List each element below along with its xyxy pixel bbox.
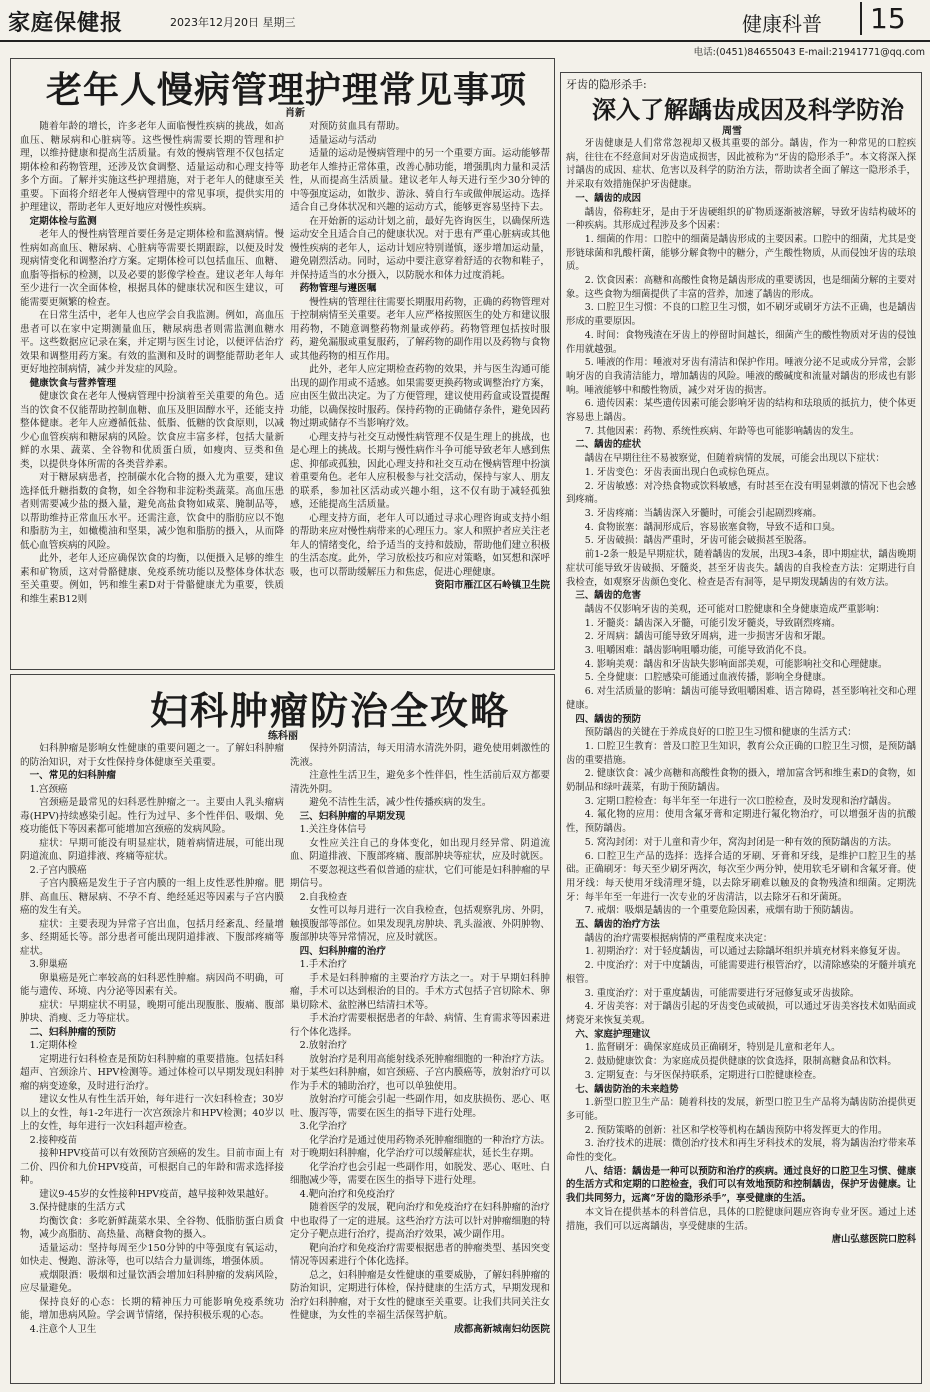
paragraph: 3. 治疗技术的进展：微创治疗技术和再生牙科技术的发展，将为龋齿治疗带来革命性的变化。 <box>566 1138 916 1164</box>
paragraph: 手术是妇科肿瘤的主要治疗方法之一。对于早期妇科肿瘤，手术可以达到根治的目的。手术方式包括子宫切除术、卵巢切除术、盆腔淋巴结清扫术等。 <box>290 972 550 1011</box>
paragraph: 症状：早期可能没有明显症状，随着病情进展，可能出现阴道流血、阴道排液、疼痛等症状。 <box>20 837 284 862</box>
paragraph: 化学治疗也会引起一些副作用，如脱发、恶心、呕吐、白细胞减少等，需要在医生的指导下进行处理。 <box>290 1161 550 1186</box>
article-caries-author: 周雪 <box>722 126 742 137</box>
paragraph: 不要忽视这些看似普通的症状，它们可能是妇科肿瘤的早期信号。 <box>290 864 550 889</box>
paragraph: 龋齿在早期往往不易被察觉，但随着病情的发展，可能会出现以下症状： <box>584 453 885 465</box>
subheading: 2.自我检查 <box>299 891 348 903</box>
paragraph: 1. 牙髓炎：龋齿深入牙髓，可能引发牙髓炎，导致剧烈疼痛。 <box>584 617 841 629</box>
paragraph: 7. 戒烟：吸烟是龋齿的一个重要危险因素，戒烟有助于预防龋齿。 <box>584 905 860 917</box>
paragraph: 适量的运动是慢病管理中的另一个重要方面。运动能够帮助老年人维持正常体重，改善心肺功能，增强肌肉力量和灵活性，从而提高生活质量。建议老年人每天进行至少30分钟的中等强度运动，如散步、游泳、骑自行车或做伸展运动。选择适合自己身体状况和兴趣的运动方式，能够更容易坚持下去。 <box>290 148 550 213</box>
section-heading: 健康饮食与营养管理 <box>29 377 116 389</box>
paragraph: 总之，妇科肿瘤是女性健康的重要威胁，了解妇科肿瘤的防治知识，定期进行体检，保持健康的生活方式，早期发现和治疗妇科肿瘤，对于女性的健康至关重要。让我们共同关注女性健康，为女性的幸福生活保驾护航。 <box>290 1269 550 1321</box>
subheading: 2.子宫内膜癌 <box>29 864 87 876</box>
section-heading: 一、常见的妇科肿瘤 <box>29 770 116 781</box>
paragraph: 1. 监督刷牙：确保家庭成员正确刷牙，特别是儿童和老年人。 <box>584 1042 841 1054</box>
paragraph: 龋齿的治疗需要根据病情的严重程度来决定： <box>584 932 773 944</box>
paragraph: 宫颈癌是最常见的妇科恶性肿瘤之一。主要由人乳头瘤病毒(HPV)持续感染引起。性行为过早、多个性伴侣、吸烟、免疫功能低下等因素都可能增加宫颈癌的发病风险。 <box>20 797 284 835</box>
issue-date: 2023年12月20日 星期三 <box>170 16 296 29</box>
paragraph: 症状：主要表现为异常子宫出血，包括月经紊乱、经量增多、经期延长等。部分患者可能出现阴道排液、下腹部疼痛等症状。 <box>20 918 284 957</box>
section-heading: 四、龋齿的预防 <box>575 713 642 725</box>
article-elderly-title: 老年人慢病管理护理常见事项 <box>46 69 528 111</box>
section-heading: 三、妇科肿瘤的早期发现 <box>299 810 406 822</box>
paragraph: 2. 饮食因素：高糖和高酸性食物是龋齿形成的重要诱因，也是细菌分解的主要对象。这些食物为细菌提供了丰富的营养，加速了龋齿的形成。 <box>566 275 916 300</box>
paragraph: 本文旨在提供基本的科普信息，具体的口腔健康问题应咨询专业牙医。通过上述措施，我们可以远离龋齿，享受健康的生活。 <box>566 1206 916 1232</box>
article-elderly-col2 <box>290 120 550 666</box>
paragraph: 放射治疗是利用高能射线杀死肿瘤细胞的一种治疗方法。对于某些妇科肿瘤，如宫颈癌、子宫内膜癌等，放射治疗可以作为手术的辅助治疗，也可以单独使用。 <box>290 1053 550 1092</box>
paragraph: 女性可以每月进行一次自我检查，包括观察乳房、外阴，触摸腹部等部位。如果发现乳房肿块、乳头溢液、外阴肿物、腹部肿块等异常情况，应及时就医。 <box>290 905 550 943</box>
paragraph: 4. 氟化物的应用：使用含氟牙膏和定期进行氟化物治疗，可以增强牙齿的抗酸性，预防龋齿。 <box>566 809 916 835</box>
paragraph: 1. 口腔卫生教育：普及口腔卫生知识，教育公众正确的口腔卫生习惯，是预防龋齿的重要措施。 <box>566 740 916 766</box>
paragraph: 化学治疗是通过使用药物杀死肿瘤细胞的一种治疗方法。对于晚期妇科肿瘤，化学治疗可以缓解症状，延长生存期。 <box>290 1134 550 1159</box>
paragraph: 慢性病的管理往往需要长期服用药物，正确的药物管理对于控制病情至关重要。老年人应严格按照医生的处方和建议服用药物，不随意调整药物剂量或停药。药物管理包括按时服药，避免漏服或重复服药，了解药物的副作用以及药物与食物或其他药物的相互作用。 <box>290 296 550 362</box>
subheading: 3.化学治疗 <box>299 1121 348 1132</box>
article-gyn-title: 妇科肿瘤防治全攻略 <box>150 688 511 733</box>
paragraph: 在开始新的运动计划之前，最好先咨询医生，以确保所选运动安全且适合自己的健康状况。对于患有严重心脏病或其他慢性疾病的老年人，运动计划应特别谨慎，逐步增加运动量，避免剧烈活动。同时，运动中要注意穿着舒适的衣物和鞋子，并保持适当的水分摄入，以防脱水和体力过度消耗。 <box>290 215 550 281</box>
paragraph: 龋齿，俗称蛀牙，是由于牙齿硬组织的矿物质逐渐被溶解，导致牙齿结构破坏的一种疾病。其形成过程涉及多个因素： <box>566 206 916 232</box>
paragraph: 避免不洁性生活，减少性传播疾病的发生。 <box>309 797 492 808</box>
paragraph: 均衡饮食：多吃新鲜蔬菜水果、全谷物、低脂肪蛋白质食物，减少高脂肪、高热量、高糖食物的摄入。 <box>20 1215 284 1240</box>
paragraph: 牙齿健康是人们常常忽视却又极其重要的部分。龋齿，作为一种常见的口腔疾病，往往在不经意间对牙齿造成损害，因此被称为“牙齿的隐形杀手”。本文将深入探讨龋齿的成因、症状、危害以及科学的防治方法，帮助读者全面了解这一隐形杀手，并采取有效措施保护牙齿健康。 <box>566 138 916 191</box>
paragraph: 前1-2条一般是早期症状，随着龋齿的发展，出现3-4条，即中期症状，龋齿晚期症状可能导致牙齿破损、牙髓炎，甚至牙齿丧失。龋齿的自我检查方法：定期进行自我检查，如观察牙齿颜色变化、检查是否有洞等，是早期发现龋齿的有效方法。 <box>566 549 916 588</box>
paragraph: 对预防贫血具有帮助。 <box>309 121 406 132</box>
paragraph: 戒烟限酒：吸烟和过量饮酒会增加妇科肿瘤的发病风险，应尽量避免。 <box>20 1269 284 1294</box>
article-gyn-col1 <box>20 742 284 1378</box>
section-heading: 药物管理与遵医嘱 <box>299 283 377 294</box>
section-heading: 一、龋齿的成因 <box>575 192 642 204</box>
paragraph: 此外，老年人还应确保饮食的均衡，以便摄入足够的维生素和矿物质，这对骨骼健康、免疫系统功能以及整体身体状态至关重要。例如，钙和维生素D对于骨骼健康尤为重要，铁质和维生素B12则 <box>20 553 284 605</box>
paragraph: 5. 窝沟封闭：对于儿童和青少年，窝沟封闭是一种有效的预防龋齿的方法。 <box>584 836 897 848</box>
subheading: 4.注意个人卫生 <box>29 1323 97 1335</box>
article-caries-body <box>566 137 916 1380</box>
article-gyn-author: 练科丽 <box>268 731 298 742</box>
paragraph: 注意性生活卫生，避免多个性伴侣，性生活前后双方都要清洗外阴。 <box>290 770 550 795</box>
section-heading: 五、龋齿的治疗方法 <box>575 919 660 931</box>
paragraph: 6. 遗传因素：某些遗传因素可能会影响牙齿的结构和珐琅质的抵抗力，使个体更容易患上龋齿。 <box>566 398 916 424</box>
paragraph: 此外，老年人应定期检查药物的效果，并与医生沟通可能出现的副作用或不适感。如果需要更换药物或调整治疗方案，应由医生做出决定。为了方便管理，建议使用药盒或设置提醒功能，以确保按时服药。保持药物的正确储存条件，避免因药物过期或储存不当影响疗效。 <box>290 364 550 429</box>
section-heading: 定期体检与监测 <box>29 215 97 227</box>
source-credit: 唐山弘慈医院口腔科 <box>831 1234 916 1246</box>
subheading: 4.靶向治疗和免疫治疗 <box>299 1188 396 1200</box>
section-name: 健康科普 <box>742 12 822 36</box>
paragraph: 保持良好的心态：长期的精神压力可能影响免疫系统功能，增加患病风险。学会调节情绪，保持积极乐观的心态。 <box>20 1296 284 1321</box>
paragraph: 3. 口腔卫生习惯：不良的口腔卫生习惯，如不刷牙或刷牙方法不正确，也是龋齿形成的重要原因。 <box>566 302 916 328</box>
paragraph: 放射治疗可能会引起一些副作用，如皮肤损伤、恶心、呕吐、腹泻等，需要在医生的指导下进行处理。 <box>290 1094 550 1119</box>
paragraph: 子宫内膜癌是发生于子宫内膜的一组上皮性恶性肿瘤。肥胖、高血压、糖尿病、不孕不育、绝经延迟等因素与子宫内膜癌的发生有关。 <box>20 878 284 916</box>
paragraph: 2. 牙齿敏感：对冷热食物或饮料敏感，有时甚至在没有明显刺激的情况下也会感到疼痛。 <box>566 480 916 506</box>
article-elderly-author: 肖新 <box>285 108 305 119</box>
article-elderly-col1 <box>20 120 284 666</box>
paragraph: 4. 影响美观：龋齿和牙齿缺失影响面部美观，可能影响社交和心理健康。 <box>584 658 888 670</box>
paragraph: 3. 牙齿疼痛：当龋齿深入牙髓时，可能会引起剧烈疼痛。 <box>584 507 822 519</box>
paragraph: 4. 牙齿美容：对于龋齿引起的牙齿变色或破损，可以通过牙齿美容技术如贴面或烤瓷牙来恢复美观。 <box>566 1001 916 1026</box>
paragraph: 随着医学的发展，靶向治疗和免疫治疗在妇科肿瘤的治疗中也取得了一定的进展。这些治疗方法可以针对肿瘤细胞的特定分子靶点进行治疗，提高治疗效果，减少副作用。 <box>290 1202 550 1240</box>
paragraph: 7. 其他因素：药物、系统性疾病、年龄等也可能影响龋齿的发生。 <box>584 425 860 437</box>
paragraph: 症状：早期症状不明显，晚期可能出现腹胀、腹痛、腹部肿块、消瘦、乏力等症状。 <box>20 999 284 1024</box>
paragraph: 4. 时间：食物残渣在牙齿上的停留时间越长，细菌产生的酸性物质对牙齿的侵蚀作用就越强。 <box>566 329 916 355</box>
paragraph: 建议女性从有性生活开始，每年进行一次妇科检查；30岁以上的女性，每1-2年进行一次宫颈涂片和HPV检测；40岁以上的女性，每年进行一次妇科超声检查。 <box>20 1094 284 1132</box>
article-caries-kicker: 牙齿的隐形杀手: <box>566 78 647 91</box>
paragraph: 建议9-45岁的女性接种HPV疫苗，越早接种效果越好。 <box>39 1188 275 1200</box>
paragraph: 妇科肿瘤是影响女性健康的重要问题之一。了解妇科肿瘤的防治知识，对于女性保持身体健康至关重要。 <box>20 743 284 768</box>
paragraph: 卵巢癌是死亡率较高的妇科恶性肿瘤。病因尚不明确，可能与遗传、环境、内分泌等因素有关。 <box>20 972 284 997</box>
section-heading: 三、龋齿的危害 <box>575 590 642 602</box>
paragraph: 5. 唾液的作用：唾液对牙齿有清洁和保护作用。唾液分泌不足或成分异常，会影响牙齿的自我清洁能力，增加龋齿的风险。唾液的酸碱度和流量对龋齿的形成也有影响。唾液能够中和酸性物质，减少对牙齿的损害。 <box>566 357 916 396</box>
paragraph: 4. 食物嵌塞：龋洞形成后，容易嵌塞食物，导致不适和口臭。 <box>584 521 841 533</box>
paragraph: 手术治疗需要根据患者的年龄、病情、生育需求等因素进行个体化选择。 <box>290 1013 550 1038</box>
subheading: 1.手术治疗 <box>299 959 348 970</box>
subheading: 2.接种疫苗 <box>29 1134 78 1146</box>
paragraph: 1. 初期治疗：对于轻度龋齿，可以通过去除龋坏组织并填充材料来修复牙齿。 <box>584 946 907 958</box>
paragraph: 1. 细菌的作用：口腔中的细菌是龋齿形成的主要因素。口腔中的细菌，尤其是变形链球菌和乳酸杆菌，能够分解食物中的糖分，产生酸性物质，从而侵蚀牙齿的珐琅质。 <box>566 233 916 273</box>
paragraph: 6. 对生活质量的影响：龋齿可能导致咀嚼困难、语言障碍，甚至影响社交和心理健康。 <box>566 686 916 711</box>
paragraph: 5. 牙齿破损：龋齿严重时，牙齿可能会破损甚至脱落。 <box>584 535 813 547</box>
paragraph: 心理支持方面，老年人可以通过寻求心理咨询或支持小组的帮助来应对慢性病带来的心理压力。家人和照护者应关注老年人的情绪变化，给予适当的支持和鼓励，帮助他们建立积极的生活态度。此外，学习放松技巧和应对策略，如冥想和深呼吸，也可以帮助缓解压力和焦虑，促进心理健康。 <box>290 512 550 578</box>
subheading: 3.卵巢癌 <box>29 959 68 970</box>
source-credit: 成都高新城南妇幼医院 <box>454 1323 550 1335</box>
article-caries-title: 深入了解龋齿成因及科学防治 <box>592 95 904 124</box>
subheading: 1.关注身体信号 <box>299 824 367 835</box>
paragraph: 1. 牙齿变色：牙齿表面出现白色或棕色斑点。 <box>584 466 775 478</box>
section-heading: 二、龋齿的症状 <box>575 439 642 451</box>
paragraph: 2. 中度治疗：对于中度龋齿，可能需要进行根管治疗，以清除感染的牙髓并填充根管。 <box>566 960 916 985</box>
subheading: 1.宫颈癌 <box>29 783 68 795</box>
paragraph: 3. 咀嚼困难：龋齿影响咀嚼功能，可能导致消化不良。 <box>584 645 813 657</box>
section-heading: 二、妇科肿瘤的预防 <box>29 1026 116 1038</box>
paragraph: 接种HPV疫苗可以有效预防宫颈癌的发生。目前市面上有二价、四价和九价HPV疫苗，可根据自己的年龄和需求选择接种。 <box>20 1148 284 1186</box>
section-heading: 四、妇科肿瘤的治疗 <box>299 945 386 957</box>
paragraph: 6. 口腔卫生产品的选择：选择合适的牙刷、牙膏和牙线，是维护口腔卫生的基础。正确刷牙：每天至少刷牙两次，每次至少两分钟，使用软毛牙刷和含氟牙膏。使用牙线：每天使用牙线清理牙缝，以去除牙刷难以触及的食物残渣和细菌。定期洗牙：每半年至一年进行一次专业的牙齿清洁，以去除牙石和牙菌斑。 <box>566 850 916 903</box>
paragraph: 3. 定期口腔检查：每半年至一年进行一次口腔检查，及时发现和治疗龋齿。 <box>584 795 897 807</box>
conclusion-paragraph: 八、结语：龋齿是一种可以预防和治疗的疾病。通过良好的口腔卫生习惯、健康的生活方式和定期的口腔检查，我们可以有效地预防和控制龋齿，保护牙齿健康。让我们共同努力，远离“牙齿的隐形杀手”，享受健康的生活。 <box>566 1165 916 1205</box>
paragraph: 龋齿不仅影响牙齿的美观，还可能对口腔健康和全身健康造成严重影响： <box>584 603 885 615</box>
subheading: 1.定期体检 <box>29 1040 78 1051</box>
page-header <box>0 0 930 42</box>
page-number: 15 <box>860 2 906 35</box>
paragraph: 3. 重度治疗：对于重度龋齿，可能需要进行牙冠修复或牙齿拔除。 <box>584 987 860 999</box>
paragraph: 1.新型口腔卫生产品：随着科技的发展，新型口腔卫生产品将为龋齿防治提供更多可能。 <box>566 1097 916 1122</box>
subheading: 3.保持健康的生活方式 <box>29 1202 126 1213</box>
section-heading: 六、家庭护理建议 <box>575 1028 651 1040</box>
paragraph: 2. 健康饮食：减少高糖和高酸性食物的摄入，增加富含钙和维生素D的食物，如奶制品和绿叶蔬菜，有助于预防龋齿。 <box>566 768 916 794</box>
paragraph: 3. 定期复查：与牙医保持联系，定期进行口腔健康检查。 <box>584 1069 822 1081</box>
paragraph: 适量运动：坚持每周至少150分钟的中等强度有氧运动，如快走、慢跑、游泳等，也可以结合力量训练，增强体质。 <box>20 1242 284 1267</box>
paragraph: 心理支持与社交互动慢性病管理不仅是生理上的挑战，也是心理上的挑战。长期与慢性病作斗争可能导致老年人感到焦虑、抑郁或孤独，因此心理支持和社交互动在慢病管理中扮演着重要角色。老年人应积极参与社交活动，保持与家人、朋友的联系，参加社区活动或兴趣小组，这不仅有助于减轻孤独感，还能提高生活质量。 <box>290 431 550 510</box>
paragraph: 在日常生活中，老年人也应学会自我监测。例如，高血压患者可以在家中定期测量血压，糖尿病患者则需监测血糖水平。这些数据应记录在案，并定期与医生讨论，以便评估治疗效果和调整用药方案。有效的监测和及时的调整能帮助老年人更好地控制病情，减少并发症的风险。 <box>20 310 284 375</box>
paragraph: 健康饮食在老年人慢病管理中扮演着至关重要的角色。适当的饮食不仅能帮助控制血糖、血压及胆固醇水平，还能支持整体健康。老年人应遵循低盐、低脂、低糖的饮食原则，以减少心血管疾病和糖尿病的风险。饮食应丰富多样，包括大量新鲜的水果、蔬菜、全谷物和优质蛋白质，如瘦肉、豆类和鱼类，以提供身体所需的各类营养素。 <box>20 391 284 470</box>
paragraph: 2. 预防策略的创新：社区和学校等机构在龋齿预防中将发挥更大的作用。 <box>584 1124 888 1136</box>
paragraph: 适量运动与活动 <box>309 134 377 146</box>
section-heading: 七、龋齿防治的未来趋势 <box>575 1083 679 1095</box>
contact-line: 电话:(0451)84655043 E-mail:21941771@qq.com <box>693 47 925 58</box>
paragraph: 对于糖尿病患者，控制碳水化合物的摄入尤为重要，建议选择低升糖指数的食物，如全谷物和非淀粉类蔬菜。高血压患者则需要减少盐的摄入量，避免高盐食物如咸菜、腌制品等，以帮助维持正常血压水平。还需注意，饮食中的脂肪应以不饱和脂肪为主，如橄榄油和坚果，减少饱和脂肪的摄入，从而降低心血管疾病的风险。 <box>20 472 284 551</box>
paragraph: 2. 牙周病：龋齿可能导致牙周病，进一步损害牙齿和牙龈。 <box>584 631 832 643</box>
paragraph: 5. 全身健康：口腔感染可能通过血液传播，影响全身健康。 <box>584 672 832 684</box>
paragraph: 预防龋齿的关键在于养成良好的口腔卫生习惯和健康的生活方式： <box>584 727 857 739</box>
paragraph: 老年人的慢性病管理首要任务是定期体检和监测病情。慢性病如高血压、糖尿病、心脏病等需要长期跟踪，以便及时发现病情变化和调整治疗方案。定期体检可以包括血压、血糖、血脂等指标的检测，以及必要的影像学检查。建议老年人每年至少进行一次全面体检，根据具体的健康状况和医生建议，可能需要更频繁的检查。 <box>20 229 284 308</box>
paragraph: 2. 鼓励健康饮食：为家庭成员提供健康的饮食选择，限制高糖食品和饮料。 <box>584 1056 897 1068</box>
paragraph: 女性应关注自己的身体变化，如出现月经异常、阴道流血、阴道排液、下腹部疼痛、腹部肿块等症状，应及时就医。 <box>290 837 550 862</box>
article-gyn-col2 <box>290 742 550 1378</box>
newspaper-name: 家庭保健报 <box>8 11 124 36</box>
paragraph: 保持外阴清洁，每天用清水清洗外阴，避免使用刺激性的洗液。 <box>290 743 550 768</box>
subheading: 2.放射治疗 <box>299 1040 348 1051</box>
paragraph: 靶向治疗和免疫治疗需要根据患者的肿瘤类型、基因突变情况等因素进行个体化选择。 <box>290 1242 550 1267</box>
paragraph: 定期进行妇科检查是预防妇科肿瘤的重要措施。包括妇科超声、宫颈涂片、HPV检测等。通过体检可以早期发现妇科肿瘤的病变迹象，及时进行治疗。 <box>20 1053 284 1092</box>
source-credit: 资阳市雁江区石岭镇卫生院 <box>434 580 550 591</box>
paragraph: 随着年龄的增长，许多老年人面临慢性疾病的挑战，如高血压、糖尿病和心脏病等。这些慢性病需要长期的管理和护理，以维持健康和提高生活质量。有效的慢病管理不仅包括定期体检和药物管理，还涉及饮食调整、适量运动和心理支持等多个方面。了解并实施这些护理措施，对于老年人的健康至关重要。下面将介绍老年人慢病管理中的常见事项，提供实用的护理建议，帮助老年人更好地应对慢性疾病。 <box>20 121 284 213</box>
